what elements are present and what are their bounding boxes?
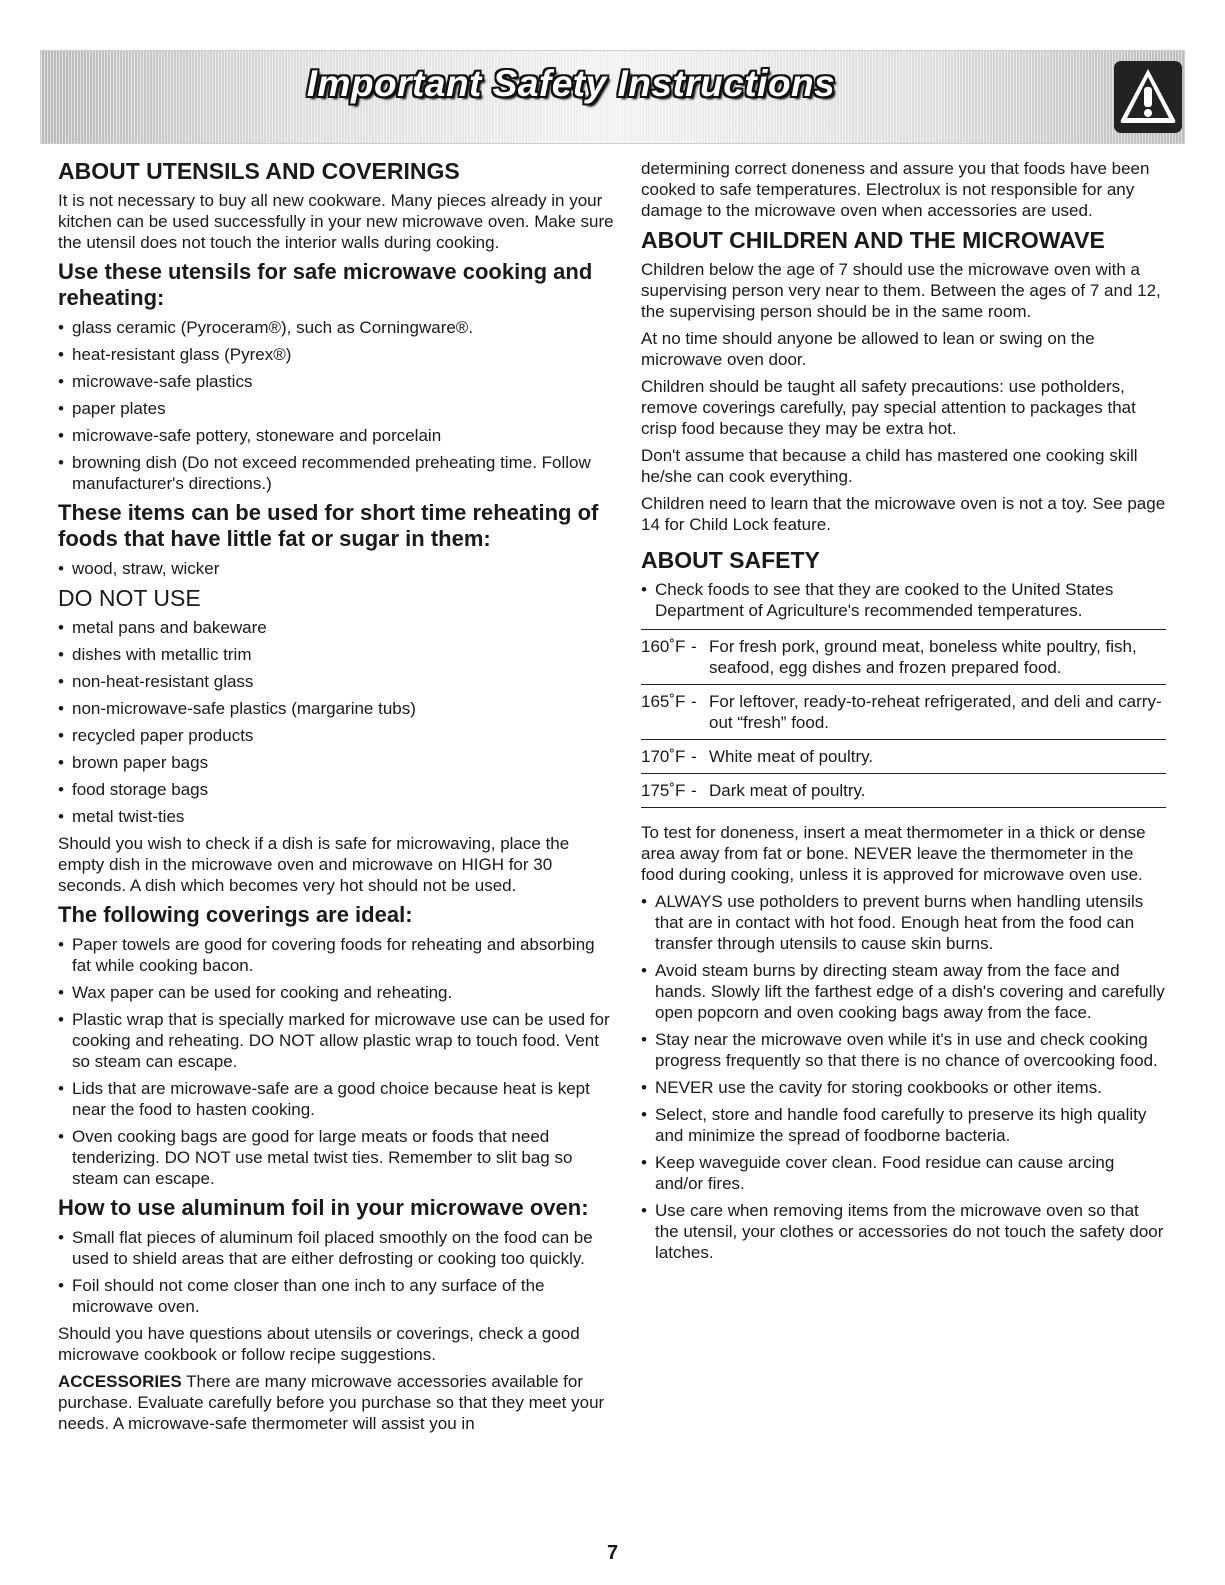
- list-item: • Stay near the microwave oven while it's in use and check cooking progress frequently so that there is no chance of overcooking food.: [641, 1029, 1166, 1071]
- list-item: • Plastic wrap that is specially marked for microwave use can be used for cooking and reheating. DO NOT allow plastic wrap to touch food. Vent so steam can escape.: [58, 1009, 615, 1072]
- temperature-value: 165˚F: [641, 692, 686, 711]
- temperature-description: Dark meat of poultry.: [709, 781, 866, 800]
- list-item: • paper plates: [58, 398, 615, 419]
- list-item: • Use care when removing items from the microwave oven so that the utensil, your clothes or accessories do not touch the safety door latches.: [641, 1200, 1166, 1263]
- aluminum-foil-heading: How to use aluminum foil in your microwave oven:: [58, 1195, 589, 1220]
- list-item: • non-heat-resistant glass: [58, 671, 615, 692]
- children-paragraph: Children should be taught all safety precautions: use potholders, remove coverings carefully, pay special attention to packages that crisp food because they may be extra hot.: [641, 377, 1136, 438]
- temperature-dash: -: [691, 692, 697, 711]
- list-item: • Wax paper can be used for cooking and reheating.: [58, 982, 615, 1003]
- page-title: Important Safety Instructions: [306, 63, 836, 104]
- list-item: • recycled paper products: [58, 725, 615, 746]
- short-reheating-heading: These items can be used for short time reheating of foods that have little fat or sugar in them:: [58, 500, 599, 551]
- temperature-dash: -: [691, 747, 697, 766]
- temperature-value: 160˚F: [641, 637, 686, 656]
- temperature-row: [641, 630, 1166, 685]
- list-item: • microwave-safe plastics: [58, 371, 615, 392]
- list-item: • non-microwave-safe plastics (margarine tubs): [58, 698, 615, 719]
- list-item: • Oven cooking bags are good for large meats or foods that need tenderizing. DO NOT use metal twist ties. Remember to slit bag so steam can escape.: [58, 1126, 615, 1189]
- temperature-value: 170˚F: [641, 747, 686, 766]
- list-item: • Avoid steam burns by directing steam away from the face and hands. Slowly lift the farthest edge of a dish's covering and carefully open popcorn and oven cooking bags away from the face.: [641, 960, 1166, 1023]
- list-item: • glass ceramic (Pyroceram®), such as Corningware®.: [58, 317, 615, 338]
- do-not-use-list: [58, 617, 615, 827]
- temperature-description: For leftover, ready-to-reheat refrigerated, and deli and carry-out “fresh” food.: [709, 692, 1162, 732]
- list-item: • NEVER use the cavity for storing cookbooks or other items.: [641, 1077, 1166, 1098]
- list-item: • dishes with metallic trim: [58, 644, 615, 665]
- accessories-text: There are many microwave accessories available for purchase. Evaluate carefully before you purchase so that they meet your needs. A microwave-safe thermometer will assist you in: [58, 1372, 605, 1433]
- temperature-description: For fresh pork, ground meat, boneless white poultry, fish, seafood, egg dishes and frozen prepared food.: [709, 637, 1137, 677]
- children-heading: ABOUT CHILDREN AND THE MICROWAVE: [641, 227, 1105, 253]
- list-item: • food storage bags: [58, 779, 615, 800]
- safety-list: [641, 891, 1166, 1263]
- list-item: • metal pans and bakeware: [58, 617, 615, 638]
- list-item: • Paper towels are good for covering foods for reheating and absorbing fat while cooking bacon.: [58, 934, 615, 976]
- accessories-continued-text: determining correct doneness and assure you that foods have been cooked to safe temperatures. Electrolux is not responsible for any damage to the microwave oven when accessories are used.: [641, 159, 1150, 220]
- coverings-list: [58, 934, 615, 1189]
- list-item: • brown paper bags: [58, 752, 615, 773]
- safety-intro-list: [641, 579, 1166, 621]
- do-not-use-heading: DO NOT USE: [58, 585, 201, 611]
- safe-utensils-heading: Use these utensils for safe microwave cooking and reheating:: [58, 259, 593, 310]
- temperature-table: [641, 629, 1166, 808]
- left-column: [58, 158, 615, 1440]
- short-reheating-list: [58, 558, 615, 579]
- list-item: • metal twist-ties: [58, 806, 615, 827]
- list-item: • heat-resistant glass (Pyrex®): [58, 344, 615, 365]
- list-item: • ALWAYS use potholders to prevent burns when handling utensils that are in contact with hot food. Enough heat from the food can transfer through utensils to cause skin burns.: [641, 891, 1166, 954]
- safe-utensils-list: [58, 317, 615, 494]
- temperature-description: White meat of poultry.: [709, 747, 874, 766]
- temperature-row: [641, 740, 1166, 774]
- page-number: 7: [606, 1542, 619, 1564]
- list-item: • Foil should not come closer than one inch to any surface of the microwave oven.: [58, 1275, 615, 1317]
- list-item: • Select, store and handle food carefully to preserve its high quality and minimize the spread of foodborne bacteria.: [641, 1104, 1166, 1146]
- list-item: • Small flat pieces of aluminum foil placed smoothly on the food can be used to shield areas that are either defrosting or cooking too quickly.: [58, 1227, 615, 1269]
- list-item: • wood, straw, wicker: [58, 558, 615, 579]
- list-item: • Check foods to see that they are cooked to the United States Department of Agriculture's recommended temperatures.: [641, 579, 1166, 621]
- children-paragraph: Don't assume that because a child has mastered one cooking skill he/she can cook everything.: [641, 446, 1138, 486]
- header-banner: [40, 50, 1185, 144]
- utensils-intro: It is not necessary to buy all new cookware. Many pieces already in your kitchen can be used successfully in your new microwave oven. Make sure the utensil does not touch the interior walls during cooking.: [58, 191, 614, 252]
- temperature-dash: -: [691, 781, 697, 800]
- accessories-label: ACCESSORIES: [58, 1372, 182, 1391]
- doneness-text: To test for doneness, insert a meat thermometer in a thick or dense area away from fat or bone. NEVER leave the thermometer in the food during cooking, unless it is approved for microwave oven use.: [641, 823, 1146, 884]
- warning-triangle-icon: [1114, 61, 1182, 133]
- questions-text: Should you have questions about utensils or coverings, check a good microwave cookbook or follow recipe suggestions.: [58, 1324, 580, 1364]
- utensils-heading: ABOUT UTENSILS AND COVERINGS: [58, 158, 460, 184]
- accessories-paragraph: [58, 1371, 615, 1434]
- coverings-heading: The following coverings are ideal:: [58, 902, 413, 927]
- children-paragraph: Children below the age of 7 should use the microwave oven with a supervising person very near to them. Between the ages of 7 and 12, the supervising person should be in the same room.: [641, 260, 1161, 321]
- temperature-value: 175˚F: [641, 781, 686, 800]
- temperature-row: [641, 774, 1166, 808]
- children-paragraph: At no time should anyone be allowed to lean or swing on the microwave oven door.: [641, 329, 1095, 369]
- temperature-row: [641, 685, 1166, 740]
- list-item: • Keep waveguide cover clean. Food residue can cause arcing and/or fires.: [641, 1152, 1166, 1194]
- safety-heading: ABOUT SAFETY: [641, 547, 820, 573]
- list-item: • microwave-safe pottery, stoneware and porcelain: [58, 425, 615, 446]
- right-column: [641, 158, 1166, 1269]
- dish-check-text: Should you wish to check if a dish is safe for microwaving, place the empty dish in the microwave oven and microwave on HIGH for 30 seconds. A dish which becomes very hot should not be used.: [58, 834, 570, 895]
- aluminum-foil-list: [58, 1227, 615, 1317]
- list-item: • browning dish (Do not exceed recommended preheating time. Follow manufacturer's directions.): [58, 452, 615, 494]
- temperature-dash: -: [691, 637, 697, 656]
- list-item: • Lids that are microwave-safe are a good choice because heat is kept near the food to hasten cooking.: [58, 1078, 615, 1120]
- children-paragraph: Children need to learn that the microwave oven is not a toy. See page 14 for Child Lock feature.: [641, 494, 1166, 534]
